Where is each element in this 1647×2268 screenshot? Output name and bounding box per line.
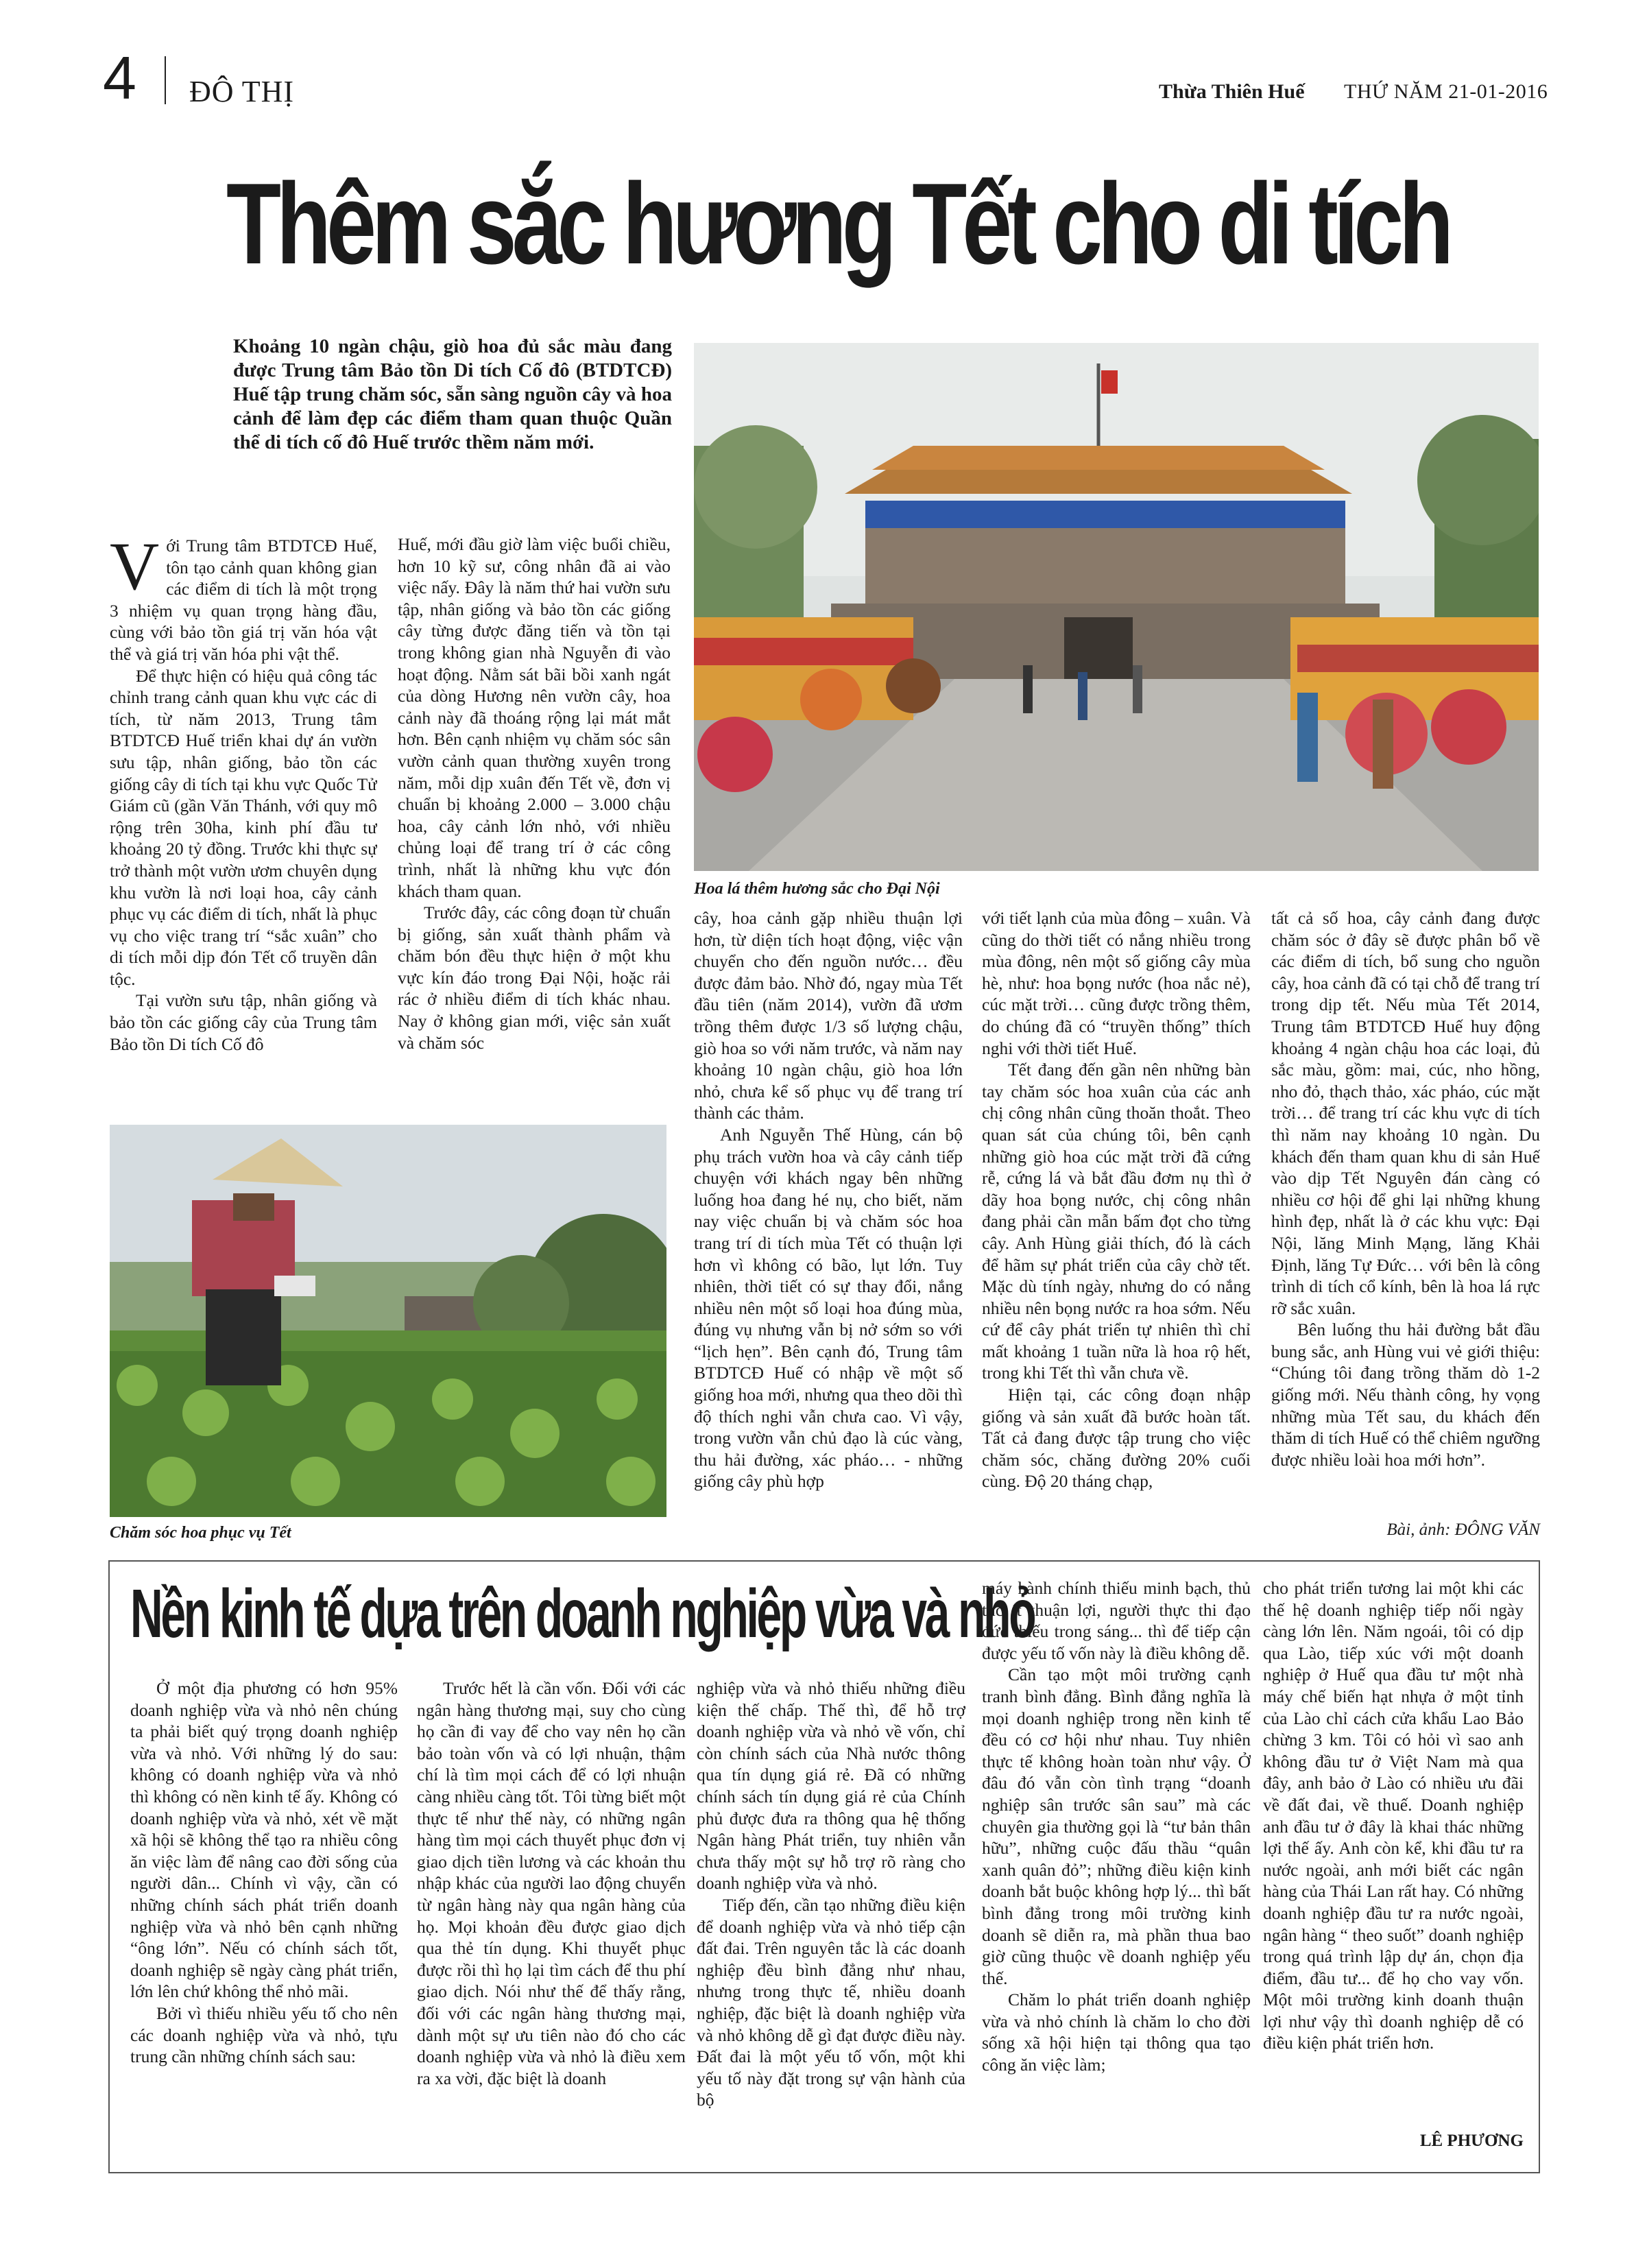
header-divider: [165, 56, 166, 104]
article1-column-3: cây, hoa cảnh gặp nhiều thuận lợi hơn, từ diện tích hoạt động, việc vận chuyển cho đến nguồn nước… đều được đảm bảo. Nhờ đó, ngay mùa Tết đầu tiên (năm 2014), vườn đã ươm trồng thêm được 1/3 số lượng chậu, giò hoa so với năm trước, và năm nay khoảng 10 ngàn chậu, giò hoa lớn nhỏ, chưa kể số phục vụ để trang trí thành các thảm. Anh Nguyễn Thế Hùng, cán bộ phụ trách vườn hoa và cây cảnh tiếp chuyện với khách ngay bên những luống hoa đang hé nụ, cho biết, năm nay việc chuẩn bị và chăm sóc hoa trang trí di tích mùa Tết có thuận lợi hơn vì không có bão, lụt lớn. Tuy nhiên, thời tiết có sự thay đổi, nắng nhiều nên một số loại hoa đúng mùa, đúng vụ nhưng vẫn bị nở sớm so với “lịch hẹn”. Bên cạnh đó, Trung tâm BTDTCĐ Huế có nhập về một số giống hoa mới, nhưng qua theo dõi thì độ thích nghi vẫn chưa cao. Vì vậy, trong vườn vẫn chủ đạo là cúc vàng, thu hải đường, xác pháo… - những giống cây phù hợp: [694, 908, 963, 1492]
article1-column-2: Huế, mới đầu giờ làm việc buổi chiều, hơn 10 kỹ sư, công nhân đã ai vào việc nấy. Đây là năm thứ hai vườn sưu tập, nhân giống và bảo tồn các giống cây từng được đăng tiến và tồn tại trong không gian nhà Nguyễn đi vào hoạt động. Nằm sát bãi bồi xanh ngát của dòng Hương nên vườn cây, hoa cảnh này đã thoáng rộng lại mát mắt hơn. Bên cạnh nhiệm vụ chăm sóc sân vườn cảnh quan thường xuyên trong năm, mỗi dịp xuân đến Tết về, đơn vị chuẩn bị khoảng 2.000 – 3.000 chậu hoa, cây cảnh lớn nhỏ, với nhiều chủng loại để trang trí ở các công trình, nhất là những khu vực đón khách tham quan. Trước đây, các công đoạn từ chuẩn bị giống, sản xuất thành phẩm và chăm bón đều thực hiện ở một khu vực kín đáo trong Đại Nội, hoặc rải rác ở nhiều điểm di tích khác nhau. Nay ở không gian mới, việc sản xuất và chăm sóc: [398, 534, 671, 1053]
palace-photo-caption: Hoa lá thêm hương sắc cho Đại Nội: [694, 880, 940, 898]
garden-photo: [110, 1125, 666, 1517]
article2-column-4: máy hành chính thiếu minh bạch, thủ tục ít thuận lợi, người thực thi đạo đức thiếu trong sáng... thì để tiếp cận được yếu tố vốn này là điều không dễ. Cần tạo một môi trường cạnh tranh bình đẳng. Bình đẳng nghĩa là mọi doanh nghiệp trong nền kinh tế đều có cơ hội như nhau. Tuy nhiên thực tế không hoàn toàn như vậy. Ở đâu đó vẫn còn tình trạng “doanh nghiệp sân trước sân sau” mà các chuyên gia thường gọi là “tư bản thân hữu”, những cuộc đấu thầu “quân xanh quân đỏ”; những điều kiện kinh doanh bắt buộc không hợp lý... thì bất bình đẳng trong môi trường kinh doanh sẽ diễn ra, mà phần thua bao giờ cũng thuộc về doanh nghiệp yếu thế. Chăm lo phát triển doanh nghiệp vừa và nhỏ chính là chăm lo cho đời sống xã hội hiện tại thông qua tạo công ăn việc làm;: [982, 1578, 1251, 2075]
article2-column-3: nghiệp vừa và nhỏ thiếu những điều kiện thế chấp. Thế thì, để hỗ trợ doanh nghiệp vừa và nhỏ về vốn, chỉ còn chính sách của Nhà nước thông qua tín dụng giá rẻ. Đã có những chính sách tín dụng giá rẻ của Chính phủ được đưa ra thông qua hệ thống Ngân hàng Phát triển, tuy nhiên vẫn chưa thấy một sự hỗ trợ rõ ràng cho doanh nghiệp vừa và nhỏ. Tiếp đến, cần tạo những điều kiện để doanh nghiệp vừa và nhỏ tiếp cận đất đai. Trên nguyên tắc là các doanh nghiệp đều bình đẳng như nhau, nhưng trong thực tế, nhiều doanh nghiệp, đặc biệt là doanh nghiệp vừa và nhỏ không dễ gì đạt được điều này. Đất đai là một yếu tố vốn, một khi yếu tố này đặt trong sự vận hành của bộ: [697, 1678, 965, 2110]
article2-title: Nền kinh tế dựa trên doanh nghiệp vừa và nhỏ: [130, 1575, 1035, 1652]
newspaper-name: Thừa Thiên Huế: [1159, 80, 1305, 103]
article2-byline: LÊ PHƯƠNG: [1419, 2132, 1524, 2150]
article1-column-4: với tiết lạnh của mùa đông – xuân. Và cũng do thời tiết có nắng nhiều trong mùa đông, nên một số giống cây mùa hè, như: hoa bọng nước (hoa nắc nẻ), cúc mặt trời… cũng được trồng thêm, do chúng đã có “truyền thống” thích nghi với thời tiết Huế. Tết đang đến gần nên những bàn tay chăm sóc hoa xuân của các anh chị công nhân cũng thoăn thoắt. Theo quan sát của chúng tôi, bên cạnh những giò hoa cúc mặt trời đã cứng rễ, cứng lá và bắt đầu đơm nụ thì ở dãy hoa bọng nước, chị công nhân đang phải cần mẫn bấm đọt cho từng cây. Anh Hùng giải thích, đó là cách để hãm sự phát triển của cây chờ tết. Mặc dù tính ngày, nhưng do có nắng nhiều nên bọng nước ra hoa sớm. Nếu cứ để cây phát triển tự nhiên thì chỉ mất khoảng 1 tuần nữa là hoa rộ hết, trong khi Tết thì vẫn chưa về. Hiện tại, các công đoạn nhập giống và sản xuất đã bước hoàn tất. Tất cả đang được tập trung cho việc chăm sóc, chăng đường 20% cuối cùng. Độ 20 tháng chạp,: [982, 908, 1251, 1492]
palace-photo: [694, 343, 1539, 871]
issue-date: THỨ NĂM 21-01-2016: [1344, 80, 1548, 103]
article-title: Thêm sắc hương Tết cho di tích: [226, 159, 1450, 288]
article1-column-1: Với Trung tâm BTDTCĐ Huế, tôn tạo cảnh quan không gian các điểm di tích là một trọng 3 nhiệm vụ quan trọng hàng đầu, cùng với bảo tồn giá trị văn hóa vật thể và giá trị văn hóa phi vật thể. Để thực hiện có hiệu quả công tác chỉnh trang cảnh quan khu vực các di tích, từ năm 2013, Trung tâm BTDTCĐ Huế triển khai dự án vườn sưu tập, nhân giống, bảo tồn các giống cây di tích tại khu vực Quốc Tử Giám cũ (gần Văn Thánh, với quy mô rộng trên 30ha, kinh phí đầu tư khoảng 20 tỷ đồng. Trước khi thực sự trở thành một vườn ươm chuyên dụng khu vườn là nơi loại hoa, cây cảnh phục vụ các điểm di tích, nhất là phục vụ cho việc trang trí “sắc xuân” cho di tích mỗi dịp đón Tết cổ truyền dân tộc. Tại vườn sưu tập, nhân giống và bảo tồn các giống cây của Trung tâm Bảo tồn Di tích Cố đô: [110, 535, 377, 1054]
garden-photo-caption: Chăm sóc hoa phục vụ Tết: [110, 1524, 291, 1542]
article2-column-2: Trước hết là cần vốn. Đối với các ngân hàng thương mại, suy cho cùng họ cần đi vay để cho vay nên họ cần bảo toàn vốn và có lợi nhuận, thậm chí là tìm mọi cách để có lợi nhuận càng nhiều càng tốt. Tôi từng biết một thực tế như thế này, có những ngân hàng tìm mọi cách thuyết phục đơn vị giao dịch tiền lương và các khoản thu nhập khác của người lao động chuyển từ ngân hàng này qua ngân hàng của họ. Mọi khoản đều được giao dịch qua thẻ tín dụng. Khi thuyết phục được rồi thì họ lại tìm cách để thu phí giao dịch. Nói như thế để thấy rằng, đối với các ngân hàng thương mại, dành một sự ưu tiên nào đó cho các doanh nghiệp vừa và nhỏ là điều xem ra xa vời, đặc biệt là doanh: [417, 1678, 686, 2088]
page-number: 4: [103, 44, 136, 112]
article1-byline: Bài, ảnh: ĐÔNG VĂN: [1386, 1520, 1540, 1539]
article1-column-5: tất cả số hoa, cây cảnh đang được chăm sóc ở đây sẽ được phân bổ về các điểm di tích, bổ sung cho nguồn cây, hoa cảnh đã có tại chỗ để trang trí trong dịp tết. Nếu mùa Tết 2014, Trung tâm BTDTCĐ Huế huy động khoảng 4 ngàn chậu hoa các loại, đủ sắc màu, gồm: mai, cúc, nho hồng, nho đỏ, thạch thảo, xác pháo, cúc mặt trời… để trang trí các khu vực di tích thì năm nay khoảng 10 ngàn. Du khách đến tham quan khu di sản Huế vào dịp Tết Nguyên đán càng có nhiều cơ hội để ghi lại những khung hình đẹp, nhất là ở các khu vực: Đại Nội, lăng Minh Mạng, lăng Khải Định, lăng Tự Đức… với bên là công trình di tích cổ kính, bên là hoa lá rực rỡ sắc xuân. Bên luống thu hải đường bắt đầu bung sắc, anh Hùng vui vẻ giới thiệu: “Chúng tôi đang trồng thăm dò 1-2 giống mới. Nếu thành công, hy vọng những mùa Tết sau, du khách đến thăm di tích Huế có thể chiêm ngưỡng được nhiều loài hoa mới hơn”.: [1271, 908, 1540, 1470]
article2-column-1: Ở một địa phương có hơn 95% doanh nghiệp vừa và nhỏ nên chúng ta phải biết quý trọng doanh nghiệp vừa và nhỏ. Với những lý do sau: không có doanh nghiệp vừa và nhỏ thì không có nền kinh tế ấy. Không có doanh nghiệp vừa và nhỏ, xét về mặt xã hội sẽ không thể tạo ra nhiều công ăn việc làm để nâng cao đời sống của người dân... Chính vì vậy, cần có những chính sách phát triển doanh nghiệp vừa và nhỏ bên cạnh những “ông lớn”. Nếu có chính sách tốt, doanh nghiệp sẽ ngày càng phát triển, lớn lên chứ không thể nhỏ mãi. Bởi vì thiếu nhiều yếu tố cho nên các doanh nghiệp vừa và nhỏ, tựu trung cần những chính sách sau:: [130, 1678, 398, 2067]
section-name: ĐÔ THỊ: [189, 75, 295, 108]
article-lead: Khoảng 10 ngàn chậu, giò hoa đủ sắc màu đang được Trung tâm Bảo tồn Di tích Cố đô (BTDTCĐ) Huế tập trung chăm sóc, sẵn sàng nguồn cây và hoa cảnh để làm đẹp các điểm tham quan thuộc Quần thể di tích cố đô Huế trước thềm năm mới.: [233, 335, 672, 453]
article2-column-5: cho phát triển tương lai một khi các thế hệ doanh nghiệp tiếp nối ngày càng lớn lên. Năm ngoái, tôi có dịp qua Lào, tiếp xúc với một doanh nghiệp ở Huế qua đầu tư một nhà máy chế biến hạt nhựa ở một tỉnh của Lào chỉ cách cửa khẩu Lao Bảo chừng 3 km. Tôi có hỏi vì sao anh không đầu tư ở Việt Nam mà qua đây, anh bảo ở Lào có nhiều ưu đãi về đất đai, về thuế. Doanh nghiệp anh đầu tư ở đây là khai thác những lợi thế ấy. Anh còn kể, khi đầu tư ra nước ngoài, anh mới biết các ngân hàng của Thái Lan rất hay. Có những doanh nghiệp đầu tư ra nước ngoài, ngân hàng “ theo suốt” doanh nghiệp trong quá trình lập dự án, chọn địa điểm, đầu tư... để họ cho vay vốn. Một môi trường kinh doanh thuận lợi như vậy thì doanh nghiệp dễ có điều kiện phát triển hơn.: [1263, 1578, 1524, 2053]
drop-cap: V: [110, 535, 160, 604]
